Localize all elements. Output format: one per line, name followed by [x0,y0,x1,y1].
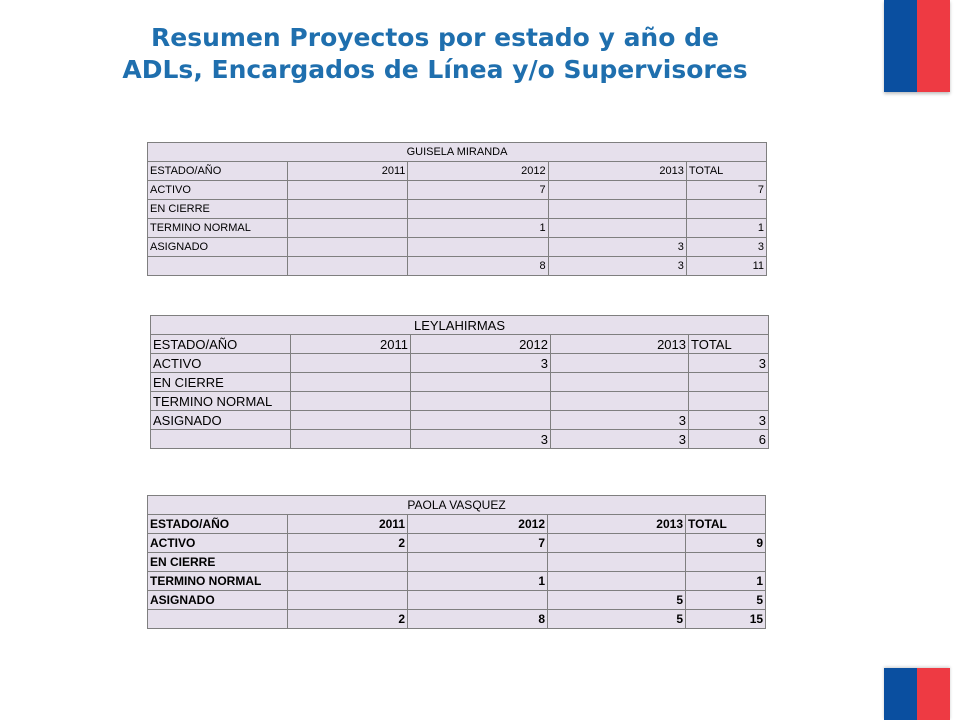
row-label: ACTIVO [148,181,288,200]
row-label: EN CIERRE [148,200,288,219]
table-cell: 3 [686,238,766,257]
table-cell: 7 [408,181,548,200]
row-label: EN CIERRE [148,553,288,572]
row-label [151,430,291,449]
table-cell: 3 [548,257,686,276]
column-header: 2012 [408,515,548,534]
table-cell: 6 [689,430,769,449]
table-row [148,534,766,553]
table-leylahirmas [150,315,769,449]
page-title-line-2: ADLs, Encargados de Línea y/o Supervisores [122,55,748,84]
column-header: 2013 [548,162,686,181]
column-header: 2012 [411,335,551,354]
row-label: ACTIVO [148,534,288,553]
table-cell [291,354,411,373]
table-cell [288,553,408,572]
totals-row [151,430,769,449]
table-cell [689,392,769,411]
table-cell [291,411,411,430]
table-cell: 7 [408,534,548,553]
row-label: ASIGNADO [148,591,288,610]
table-cell: 1 [686,572,766,591]
table-cell [288,591,408,610]
table-cell: 5 [548,591,686,610]
table-row [148,553,766,572]
page-title [0,22,870,86]
table-cell [551,392,689,411]
table-cell: 1 [408,572,548,591]
table-cell [408,591,548,610]
table-title: LEYLAHIRMAS [151,316,769,335]
table-row [151,411,769,430]
table-cell [291,430,411,449]
totals-row [148,257,767,276]
column-header: 2013 [551,335,689,354]
table-cell [288,257,408,276]
table-cell [548,534,686,553]
column-header: TOTAL [689,335,769,354]
row-label: ASIGNADO [151,411,291,430]
table-cell: 3 [548,238,686,257]
table-title: GUISELA MIRANDA [148,143,767,162]
table-cell [411,373,551,392]
table-cell: 3 [411,354,551,373]
table-cell: 5 [548,610,686,629]
column-header: 2011 [288,162,408,181]
table-cell: 3 [411,430,551,449]
flag-blue-stripe [884,668,917,720]
column-header: ESTADO/AÑO [148,162,288,181]
table-row [148,181,767,200]
table-cell [411,392,551,411]
table-cell [411,411,551,430]
row-label [148,257,288,276]
table-cell [551,373,689,392]
table-cell: 1 [686,219,766,238]
table-cell: 8 [408,257,548,276]
table-cell [408,553,548,572]
table-cell [689,373,769,392]
table-cell [288,238,408,257]
table-cell [288,219,408,238]
row-label [148,610,288,629]
table-title-row [148,143,767,162]
table-cell [291,373,411,392]
table-row [148,591,766,610]
table-title-row [151,316,769,335]
table-row [151,373,769,392]
table-guisela-miranda [147,142,767,276]
table-cell [408,200,548,219]
row-label: TERMINO NORMAL [151,392,291,411]
table-cell [548,219,686,238]
column-header: 2011 [288,515,408,534]
table-cell [288,181,408,200]
table-row [148,219,767,238]
table-cell: 15 [686,610,766,629]
table-cell [288,572,408,591]
table-cell [548,553,686,572]
column-header: TOTAL [686,515,766,534]
table-row [151,392,769,411]
table-cell [548,181,686,200]
table-cell: 5 [686,591,766,610]
column-header: 2013 [548,515,686,534]
row-label: ASIGNADO [148,238,288,257]
row-label: TERMINO NORMAL [148,572,288,591]
row-label: ACTIVO [151,354,291,373]
flag-blue-stripe [884,0,917,92]
row-label: EN CIERRE [151,373,291,392]
table-cell: 7 [686,181,766,200]
table-cell: 2 [288,610,408,629]
table-cell [551,354,689,373]
column-header: ESTADO/AÑO [148,515,288,534]
table-cell [291,392,411,411]
table-cell: 3 [551,411,689,430]
table-row [148,200,767,219]
table-cell: 11 [686,257,766,276]
table-cell [548,200,686,219]
flag-red-stripe [917,0,950,92]
column-header: 2011 [291,335,411,354]
table-cell: 3 [689,354,769,373]
column-header: 2012 [408,162,548,181]
flag-red-stripe [917,668,950,720]
chile-flag-logo-bottom [884,668,950,720]
column-header: TOTAL [686,162,766,181]
totals-row [148,610,766,629]
table-cell [408,238,548,257]
table-title: PAOLA VASQUEZ [148,496,766,515]
table-header-row [148,162,767,181]
table-cell [686,200,766,219]
table-cell [686,553,766,572]
table-header-row [151,335,769,354]
row-label: TERMINO NORMAL [148,219,288,238]
table-cell [548,572,686,591]
table-cell: 3 [551,430,689,449]
table-row [148,238,767,257]
page-title-line-1: Resumen Proyectos por estado y año de [151,23,719,52]
table-cell: 2 [288,534,408,553]
table-cell: 1 [408,219,548,238]
table-header-row [148,515,766,534]
table-cell: 8 [408,610,548,629]
table-cell: 3 [689,411,769,430]
chile-flag-logo-top [884,0,950,92]
table-row [148,572,766,591]
table-cell: 9 [686,534,766,553]
table-paola-vasquez [147,495,766,629]
table-cell [288,200,408,219]
table-row [151,354,769,373]
column-header: ESTADO/AÑO [151,335,291,354]
table-title-row [148,496,766,515]
